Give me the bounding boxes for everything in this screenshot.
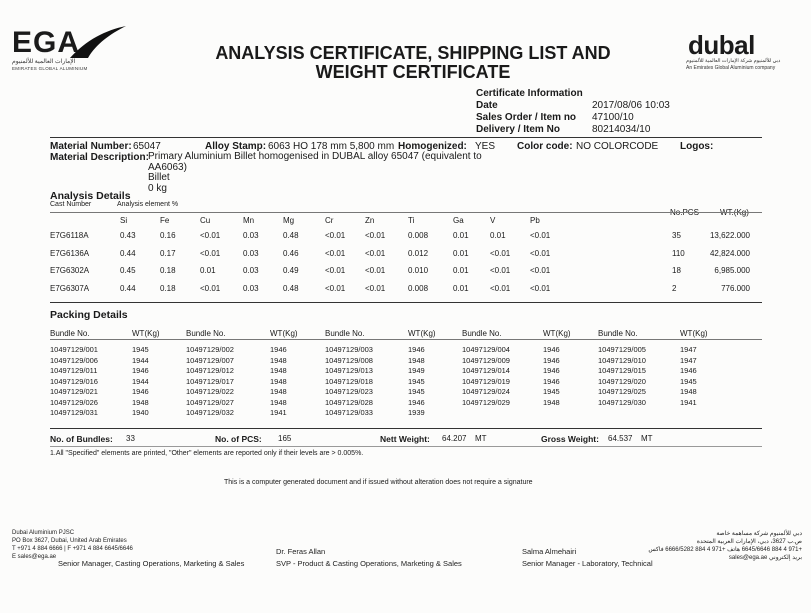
element-value: 0.46 [283, 249, 299, 258]
bundle-weight: 1944 [132, 355, 149, 365]
element-header: Zn [365, 216, 375, 225]
specified-elements-note: 1.All "Specified" elements are printed, "Other" elements are reported only if their levels are > 0.005%. [50, 450, 364, 457]
element-value: <0.01 [530, 249, 551, 258]
bundle-weight: 1946 [270, 345, 287, 354]
element-value: 0.01 [453, 266, 469, 275]
pcs-value: 18 [672, 266, 681, 275]
bundle-number: 10497129/003 [325, 345, 373, 354]
element-value: 0.010 [408, 266, 429, 275]
analysis-element-label: Analysis element % [117, 201, 179, 208]
bundle-weight: 1940 [132, 408, 149, 417]
bundle-weight: 1946 [680, 366, 697, 375]
bundle-weight: 1946 [543, 366, 560, 375]
bundle-weight-header: WT(Kg) [408, 329, 436, 338]
title-line-1: ANALYSIS CERTIFICATE, SHIPPING LIST AND [215, 43, 611, 63]
footer-phone: T +971 4 884 6666 | F +971 4 884 6645/6646 [12, 546, 133, 552]
bundle-weight: 1939 [408, 408, 425, 417]
weight-value: 6,985.000 [714, 266, 750, 275]
bundle-number: 10497129/016 [50, 376, 98, 386]
bundle-weight: 1945 [408, 376, 425, 386]
pcs-value: 110 [672, 249, 685, 258]
date-value: 2017/08/06 10:03 [592, 100, 670, 111]
element-header: Cr [325, 216, 334, 225]
footer-email: E sales@ega.ae [12, 554, 57, 560]
bundle-weight: 1948 [270, 355, 287, 365]
element-value: 0.18 [160, 284, 176, 293]
bundle-weight-header: WT(Kg) [680, 329, 708, 338]
bundle-no-header: Bundle No. [462, 329, 502, 338]
element-value: 0.44 [120, 284, 136, 293]
bundle-number: 10497129/006 [50, 355, 98, 365]
element-value: <0.01 [530, 284, 551, 293]
element-header: Pb [530, 216, 540, 225]
footer-arabic-company: دبي للألمنيوم شركة مساهمة خاصة [716, 531, 802, 537]
nett-weight-value: 64.207 [442, 434, 467, 443]
element-value: 0.48 [283, 231, 299, 240]
dubal-arabic-name: دبي للألمنيوم شركة الإمارات العالمية للألمنيوم [686, 58, 781, 64]
pcs-value: 35 [672, 231, 681, 240]
bundle-no-header: Bundle No. [325, 329, 365, 338]
bundle-weight: 1948 [408, 355, 425, 365]
nett-weight-unit: MT [475, 434, 487, 443]
color-code-label: Color code: [517, 141, 573, 152]
bundle-number: 10497129/014 [462, 366, 510, 375]
certificate-info-heading: Certificate Information [476, 88, 583, 99]
element-value: <0.01 [325, 231, 346, 240]
pcs-total-value: 165 [278, 434, 292, 443]
material-number-value: 65047 [133, 141, 161, 152]
material-number-label: Material Number: [50, 141, 132, 152]
bundle-number: 10497129/020 [598, 376, 646, 386]
description-line-1: Primary Aluminium Billet homogenised in DUBAL alloy 65047 (equivalent to [148, 151, 482, 162]
bundles-value: 33 [126, 434, 135, 443]
element-value: 0.01 [453, 231, 469, 240]
element-header: Ga [453, 216, 464, 225]
bundle-number: 10497129/009 [462, 355, 510, 365]
bundle-number: 10497129/015 [598, 366, 646, 375]
footer-arabic-email: بريد إلكتروني sales@ega.ae [728, 555, 802, 561]
signature-3-name: Salma Almehairi [522, 547, 577, 556]
analysis-heading: Analysis Details [50, 190, 131, 202]
bundle-weight: 1948 [543, 397, 560, 407]
bundle-weight-header: WT(Kg) [270, 329, 298, 338]
bundle-number: 10497129/010 [598, 355, 646, 365]
element-header: Fe [160, 216, 170, 225]
bundle-number: 10497129/011 [50, 366, 98, 375]
bundle-weight: 1948 [680, 387, 697, 396]
element-value: 0.03 [243, 266, 259, 275]
element-value: <0.01 [365, 231, 386, 240]
signature-2-name: Dr. Feras Allan [276, 547, 326, 556]
footer-address: PO Box 3627, Dubai, United Arab Emirates [12, 538, 127, 544]
bundle-number: 10497129/029 [462, 397, 510, 407]
computer-generated-note: This is a computer generated document and if issued without alteration does not require a signature [224, 479, 533, 486]
divider [50, 302, 762, 303]
bundle-weight: 1946 [408, 345, 425, 354]
bundle-weight: 1945 [680, 376, 697, 386]
bundle-weight: 1948 [270, 366, 287, 375]
ega-logo: EGA [12, 26, 81, 59]
bundle-number: 10497129/025 [598, 387, 646, 396]
bundle-number: 10497129/012 [186, 366, 234, 375]
element-value: 0.49 [283, 266, 299, 275]
description-line-3: Billet [148, 172, 170, 183]
element-value: 0.45 [120, 266, 136, 275]
element-value: 0.01 [200, 266, 216, 275]
element-value: <0.01 [365, 284, 386, 293]
weight-value: 42,824.000 [709, 249, 750, 258]
gross-weight-value: 64.537 [608, 434, 633, 443]
bundle-number: 10497129/008 [325, 355, 373, 365]
bundle-number: 10497129/007 [186, 355, 234, 365]
bundle-weight: 1946 [408, 397, 425, 407]
delivery-value: 80214034/10 [592, 124, 651, 135]
bundle-weight: 1945 [543, 387, 560, 396]
element-header: Mg [283, 216, 295, 225]
material-description-label: Material Description: [50, 152, 149, 163]
divider [50, 137, 762, 138]
signature-1-role: Senior Manager, Casting Operations, Marketing & Sales [58, 559, 245, 568]
weight-value: 13,622.000 [709, 231, 750, 240]
material-description [148, 152, 482, 194]
dubal-logo: dubal [688, 30, 755, 60]
bundle-weight: 1946 [543, 345, 560, 354]
element-header: V [490, 216, 496, 225]
element-value: <0.01 [325, 249, 346, 258]
bundle-number: 10497129/004 [462, 345, 510, 354]
bundle-number: 10497129/002 [186, 345, 234, 354]
bundle-weight: 1941 [680, 397, 697, 407]
element-value: <0.01 [200, 284, 221, 293]
bundle-weight: 1948 [132, 397, 149, 407]
bundles-label: No. of Bundles: [50, 434, 113, 444]
element-value: <0.01 [365, 249, 386, 258]
gross-weight-unit: MT [641, 434, 653, 443]
element-value: 0.01 [453, 284, 469, 293]
element-value: 0.03 [243, 231, 259, 240]
bundle-number: 10497129/031 [50, 408, 98, 417]
signature-3-role: Senior Manager - Laboratory, Technical [522, 559, 653, 568]
description-line-4: 0 kg [148, 182, 167, 194]
bundle-weight: 1948 [270, 397, 287, 407]
bundle-number: 10497129/033 [325, 408, 373, 417]
cast-number: E7G6136A [50, 249, 90, 258]
element-value: <0.01 [490, 284, 511, 293]
element-value: <0.01 [325, 266, 346, 275]
element-value: 0.17 [160, 249, 176, 258]
weight-value: 776.000 [721, 284, 750, 293]
document-title [208, 44, 618, 82]
bundle-weight: 1945 [132, 345, 149, 354]
bundle-no-header: Bundle No. [186, 329, 226, 338]
bundle-number: 10497129/030 [598, 397, 646, 407]
pcs-value: 2 [672, 284, 677, 293]
element-value: <0.01 [490, 249, 511, 258]
element-value: 0.16 [160, 231, 176, 240]
bundle-weight: 1948 [270, 376, 287, 386]
element-value: <0.01 [530, 231, 551, 240]
bundle-no-header: Bundle No. [50, 329, 90, 338]
element-header: Ti [408, 216, 415, 225]
alloy-stamp-value: 6063 HO 178 mm 5,800 mm [268, 141, 395, 152]
nett-weight-label: Nett Weight: [380, 434, 430, 444]
cast-number-label: Cast Number [50, 201, 92, 208]
bundle-weight: 1946 [132, 366, 149, 375]
bundle-number: 10497129/026 [50, 397, 98, 407]
packing-header-divider [50, 339, 762, 340]
cast-number: E7G6307A [50, 284, 90, 293]
wt-kg-label: WT.(Kg) [720, 208, 749, 217]
footer-company: Dubai Aluminium PJSC [12, 530, 75, 536]
sales-order-label: Sales Order / Item no [476, 112, 577, 123]
element-value: 0.43 [120, 231, 136, 240]
element-value: 0.012 [408, 249, 429, 258]
signature-2-role: SVP - Product & Casting Operations, Marketing & Sales [276, 559, 462, 568]
footer-arabic-phone: +971 4 884 6645/6646 هاتف +971 4 884 6666/5282 فاكس [648, 547, 802, 553]
ega-subtitle: EMIRATES GLOBAL ALUMINIUM [12, 66, 88, 71]
element-value: 0.44 [120, 249, 136, 258]
gross-weight-label: Gross Weight: [541, 434, 599, 444]
color-code-value: NO COLORCODE [576, 141, 659, 152]
bundle-number: 10497129/018 [325, 376, 373, 386]
bundle-number: 10497129/022 [186, 387, 234, 396]
analysis-divider [50, 212, 762, 213]
dubal-subtitle: An Emirates Global Aluminium company [686, 65, 776, 71]
divider [50, 428, 762, 429]
bundle-weight: 1947 [680, 355, 697, 365]
bundle-number: 10497129/024 [462, 387, 510, 396]
bundle-number: 10497129/019 [462, 376, 510, 386]
element-header: Mn [243, 216, 255, 225]
bundle-weight-header: WT(Kg) [543, 329, 571, 338]
bundle-weight: 1946 [543, 376, 560, 386]
element-value: 0.18 [160, 266, 176, 275]
bundle-number: 10497129/017 [186, 376, 234, 386]
bundle-number: 10497129/001 [50, 345, 98, 354]
element-value: 0.008 [408, 284, 429, 293]
element-value: 0.01 [490, 231, 506, 240]
element-value: 0.03 [243, 284, 259, 293]
element-value: <0.01 [530, 266, 551, 275]
footer-arabic-address: ص.ب 3627، دبي، الإمارات العربية المتحدة [696, 539, 802, 545]
element-value: 0.008 [408, 231, 429, 240]
element-value: <0.01 [365, 266, 386, 275]
bundle-weight-header: WT(Kg) [132, 329, 160, 338]
delivery-label: Delivery / Item No [476, 124, 560, 135]
element-value: <0.01 [200, 231, 221, 240]
bundle-number: 10497129/027 [186, 397, 234, 407]
alloy-stamp-label: Alloy Stamp: [205, 141, 267, 152]
bundle-number: 10497129/023 [325, 387, 373, 396]
element-value: 0.01 [453, 249, 469, 258]
bundle-no-header: Bundle No. [598, 329, 638, 338]
bundle-weight: 1946 [132, 387, 149, 396]
ega-arabic-name: الإمارات العالمية للألمنيوم [12, 59, 76, 65]
element-header: Cu [200, 216, 211, 225]
bundle-number: 10497129/028 [325, 397, 373, 407]
homogenized-value: YES [475, 141, 496, 152]
element-value: 0.48 [283, 284, 299, 293]
bundle-weight: 1944 [132, 376, 149, 386]
logos-label: Logos: [680, 141, 714, 152]
bundle-weight: 1941 [270, 408, 287, 417]
date-label: Date [476, 100, 498, 111]
homogenized-label: Homogenized: [398, 141, 467, 152]
description-line-2: AA6063) [148, 161, 187, 173]
element-value: <0.01 [325, 284, 346, 293]
sales-order-value: 47100/10 [592, 112, 634, 123]
element-header: Si [120, 216, 128, 225]
element-value: 0.03 [243, 249, 259, 258]
packing-heading: Packing Details [50, 309, 128, 321]
bundle-number: 10497129/005 [598, 345, 646, 354]
bundle-weight: 1949 [408, 366, 425, 375]
bundle-weight: 1947 [680, 345, 697, 354]
ega-swoosh-icon [68, 22, 128, 62]
bundle-weight: 1946 [543, 355, 560, 365]
bundle-number: 10497129/021 [50, 387, 98, 396]
no-pcs-label: No.PCS [670, 208, 699, 217]
element-value: <0.01 [200, 249, 221, 258]
bundle-number: 10497129/013 [325, 366, 373, 375]
bundle-weight: 1948 [270, 387, 287, 396]
cast-number: E7G6118A [50, 231, 89, 240]
title-line-2: WEIGHT CERTIFICATE [315, 62, 511, 82]
bundle-number: 10497129/032 [186, 408, 234, 417]
element-value: <0.01 [490, 266, 511, 275]
pcs-total-label: No. of PCS: [215, 434, 262, 444]
cast-number: E7G6302A [50, 266, 90, 275]
bundle-weight: 1945 [408, 387, 425, 396]
divider [50, 446, 762, 447]
